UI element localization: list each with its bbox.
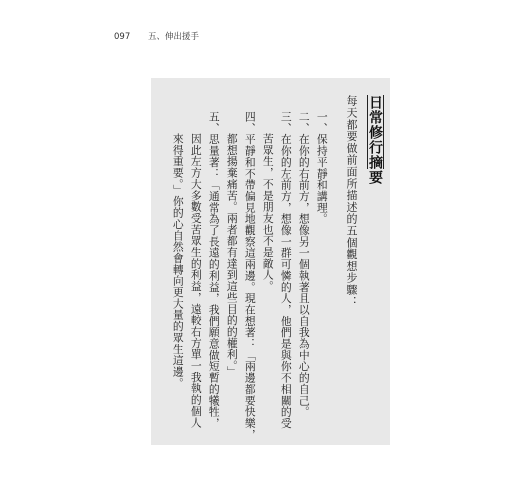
step-line-4-cont: 都想揚棄痛苦。兩者都有達到這些目的的權利。」 (225, 133, 239, 378)
box-subtitle: 每天都要做前面所描述的五個觀想步驟： (345, 95, 358, 308)
step-line-5-cont: 因此左方大多數受苦眾生的利益，遠較右方單一我執的個人 (189, 133, 203, 429)
step-line-3-cont: 苦眾生，不是朋友也不是敵人。 (261, 133, 275, 292)
step-line-3: 三、在你的左前方，想像一群可憐的人，他們是與你不相關的受 (279, 111, 293, 429)
box-title: 日常修行摘要 (367, 95, 383, 185)
step-line-5-cont-2: 來得重要。」你的心自然會轉向更大量的眾生這邊。 (171, 133, 185, 389)
step-line-1: 一、保持平靜和講理。 (315, 111, 329, 225)
step-line-5: 五、思量著：「通常為了長遠的利益，我們願意做短暫的犧牲， (207, 111, 221, 429)
step-line-2: 二、在你的右前方，想像另一個執著且以自我為中心的自己。 (297, 111, 311, 418)
step-line-4: 四、平靜和不帶偏見地觀察這兩邊。現在想著：「兩邊都要快樂， (243, 111, 257, 441)
page-number: 097 (114, 32, 131, 42)
summary-box (151, 78, 390, 445)
chapter-title: 五、伸出援手 (148, 32, 200, 42)
running-header (114, 30, 199, 42)
